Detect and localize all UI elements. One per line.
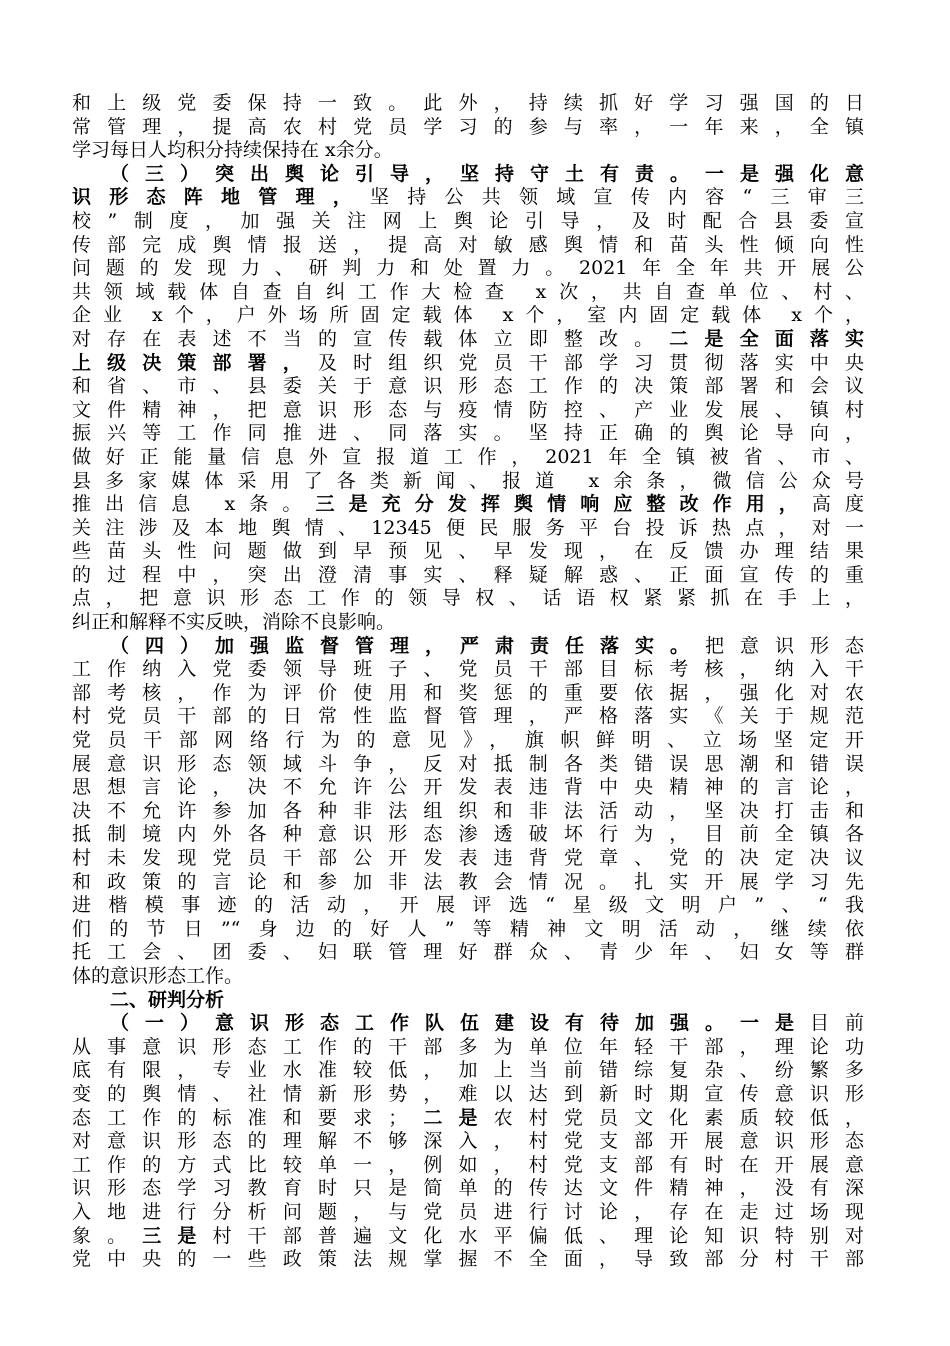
text-line: [72, 210, 864, 234]
body-text: 党中央的一些政策法规掌握不全面，导致部分村干部: [72, 1248, 864, 1271]
body-text: 们的节日”“身边的好人”等精神文明活动，继续依: [72, 917, 864, 940]
bold-text: （一）意识形态工作队伍建设有待加强。一是: [110, 1012, 810, 1035]
body-text: 底有限，专业水准较低，加上当前错综复杂、纷繁多: [72, 1059, 864, 1082]
text-line: [72, 776, 864, 800]
text-line: [72, 682, 864, 706]
body-text: 学习每日人均积分持续保持在 x余分。: [72, 139, 393, 162]
bold-text: 三是: [142, 1224, 213, 1247]
text-line: [72, 352, 864, 376]
text-line: [72, 470, 864, 494]
text-line: [72, 446, 864, 470]
body-text: 象。: [72, 1224, 143, 1247]
text-line: [72, 375, 864, 399]
text-line: [72, 493, 864, 517]
text-line: [72, 540, 864, 564]
text-line: [72, 705, 864, 729]
body-text: 村干部普遍文化水平偏低、理论知识特别对: [212, 1224, 864, 1247]
text-line: [72, 753, 864, 777]
document-page: [72, 92, 864, 1272]
body-text: 入地进行分析问题，与党员进行讨论，存在走过场现: [72, 1200, 864, 1223]
body-text: 决不允许参加各种非法组织和非法活动，坚决打击和: [72, 799, 864, 822]
body-text: 企业 x个，户外场所固定载体 x个，室内固定载体 x个，: [72, 304, 864, 327]
text-line: [72, 1059, 864, 1083]
body-text: 及时组织党员干部学习贯彻落实中央: [317, 351, 864, 374]
body-text: 对意识形态的理解不够深入，村党支部开展意识形态: [72, 1130, 864, 1153]
body-text: 思想言论，决不允许公开发表违背中央精神的言论，: [72, 776, 864, 799]
body-text: 和上级党委保持一致。此外，持续抓好学习强国的日: [72, 92, 864, 114]
bold-text: 识形态阵地管理，: [72, 186, 371, 209]
body-text: 推出信息 x条。: [72, 493, 316, 516]
text-line: [72, 186, 864, 210]
text-line: [72, 1177, 864, 1201]
body-text: 纠正和解释不实反映，消除不良影响。: [72, 611, 396, 634]
body-text: 问题的发现力、研判力和处置力。2021年全年共开展公: [72, 257, 864, 280]
body-text: 和政策的言论和参加非法教会情况。扎实开展学习先: [72, 870, 864, 893]
text-line: [72, 517, 864, 541]
body-text: 和省、市、县委关于意识形态工作的决策部署和会议: [72, 375, 864, 398]
text-line: [72, 611, 864, 635]
text-line: [72, 658, 864, 682]
text-line: [72, 635, 864, 659]
text-line: [72, 1248, 864, 1272]
body-text: 目前: [809, 1012, 864, 1035]
text-line: [72, 1083, 864, 1107]
text-line: [72, 422, 864, 446]
body-text: 点，把意识形态工作的领导权、话语权紧紧抓在手上，: [72, 587, 864, 610]
body-text: 从事意识形态工作的干部多为单位年轻干部，理论功: [72, 1035, 864, 1058]
body-text: 做好正能量信息外宣报道工作，2021年全镇被省、市、: [72, 445, 864, 468]
body-text: 变的舆情、社情新形势，难以达到新时期宣传意识形: [72, 1082, 864, 1105]
body-text: 的过程中，突出澄清事实、释疑解惑、正面宣传的重: [72, 563, 864, 586]
text-line: [72, 328, 864, 352]
text-line: [72, 1036, 864, 1060]
text-line: [72, 823, 864, 847]
text-line: [72, 918, 864, 942]
body-text: 托工会、团委、妇联管理好群众、青少年、妇女等群: [72, 941, 864, 964]
body-text: 展意识形态领域斗争，反对抵制各类错误思潮和错误: [72, 752, 864, 775]
bold-text: （四）加强监督管理，严肃责任落实。: [110, 634, 705, 657]
body-text: 村未发现党员干部公开发表违背党章、党的决定决议: [72, 847, 864, 869]
body-text: 工作的方式比较单一，例如，村党支部有时在开展意: [72, 1153, 864, 1176]
body-text: 坚持公共领域宣传内容“三审三: [370, 186, 864, 209]
text-line: [72, 989, 864, 1013]
text-line: [72, 871, 864, 895]
text-line: [72, 281, 864, 305]
body-text: 进楷模事迹的活动，开展评选“星级文明户”、“我: [72, 894, 864, 917]
body-text: 识形态学习教育时只是简单的传达文件精神，没有深: [72, 1177, 864, 1200]
text-line: [72, 1225, 864, 1249]
body-text: 对存在表述不当的宣传载体立即整改。: [72, 327, 670, 350]
text-line: [72, 304, 864, 328]
text-line: [72, 234, 864, 258]
text-line: [72, 965, 864, 989]
text-line: [72, 729, 864, 753]
body-text: 振兴等工作同推进、同落实。坚持正确的舆论导向，: [72, 422, 864, 445]
body-text: 文件精神，把意识形态与疫情防控、产业发展、镇村: [72, 398, 864, 421]
body-text: 传部完成舆情报送，提高对敏感舆情和苗头性倾向性: [72, 233, 864, 256]
body-text: 把意识形态: [704, 634, 864, 657]
text-line: [72, 1130, 864, 1154]
bold-text: 二是: [407, 1106, 494, 1129]
text-line: [72, 1012, 864, 1036]
text-line: [72, 847, 864, 871]
body-text: 常管理，提高农村党员学习的参与率，一年来，全镇: [72, 115, 864, 138]
text-line: [72, 92, 864, 116]
bold-text: （三）突出舆论引导，坚持守土有责。一是强化意: [110, 162, 864, 185]
text-line: [72, 1201, 864, 1225]
body-text: 工作纳入党委领导班子、党员干部目标考核，纳入干: [72, 658, 864, 681]
body-text: 高度: [811, 493, 864, 516]
bold-text: 上级决策部署，: [72, 351, 318, 374]
body-text: 关注涉及本地舆情、12345便民服务平台投诉热点，对一: [72, 516, 864, 539]
text-line: [72, 800, 864, 824]
body-text: 些苗头性问题做到早预见、早发现，在反馈办理结果: [72, 540, 864, 563]
body-text: 共领域载体自查自纠工作大检查 x次，共自查单位、村、: [72, 280, 864, 303]
text-line: [72, 399, 864, 423]
body-text: 部考核，作为评价使用和奖惩的重要依据，强化对农: [72, 681, 864, 704]
body-text: 村党员干部的日常性监督管理，严格落实《关于规范: [72, 705, 864, 728]
body-text: 校”制度，加强关注网上舆论引导，及时配合县委宣: [72, 209, 864, 232]
text-line: [72, 564, 864, 588]
text-line: [72, 116, 864, 140]
bold-text: 三是充分发挥舆情响应整改作用，: [315, 493, 812, 516]
text-line: [72, 163, 864, 187]
body-text: 体的意识形态工作。: [72, 964, 244, 987]
text-line: [72, 587, 864, 611]
text-line: [72, 139, 864, 163]
text-line: [72, 894, 864, 918]
body-text: 抵制境内外各种意识形态渗透破坏行为，目前全镇各: [72, 823, 864, 846]
body-text: 党员干部网络行为的意见》，旗帜鲜明、立场坚定开: [72, 729, 864, 752]
bold-text: 二是全面落实: [669, 327, 864, 350]
bold-text: 二、研判分析: [110, 988, 225, 1011]
body-text: 县多家媒体采用了各类新闻、报道 x余条，微信公众号: [72, 469, 864, 492]
body-text: 农村党员文化素质较低，: [493, 1106, 864, 1129]
text-line: [72, 941, 864, 965]
text-line: [72, 1107, 864, 1131]
text-line: [72, 1154, 864, 1178]
body-text: 态工作的标准和要求；: [72, 1106, 408, 1129]
text-line: [72, 257, 864, 281]
